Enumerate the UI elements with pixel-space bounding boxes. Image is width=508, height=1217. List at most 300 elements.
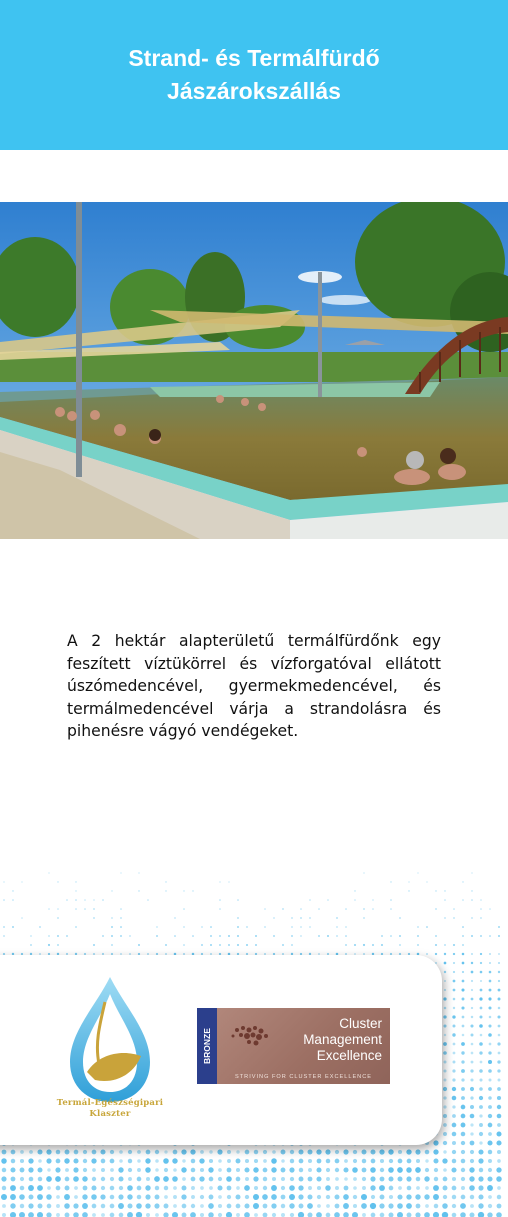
halftone-dot: [92, 1150, 97, 1155]
halftone-dot: [164, 1150, 167, 1153]
badge-line-1: Cluster: [339, 1016, 382, 1031]
halftone-dot: [110, 1195, 115, 1200]
halftone-dot: [461, 1123, 466, 1128]
halftone-dot: [101, 1168, 105, 1172]
halftone-dot: [480, 971, 483, 974]
halftone-dot: [343, 1203, 349, 1209]
halftone-dot: [461, 1087, 465, 1091]
halftone-dot: [2, 1204, 6, 1208]
halftone-dot: [444, 962, 447, 965]
halftone-dot: [498, 935, 500, 937]
halftone-dot: [172, 1212, 178, 1217]
halftone-dot: [497, 1015, 500, 1018]
halftone-dot: [471, 953, 473, 955]
halftone-dot: [426, 881, 427, 882]
halftone-dot: [362, 1186, 366, 1190]
halftone-dot: [479, 1069, 483, 1073]
halftone-dot: [343, 1194, 349, 1200]
halftone-dot: [172, 1158, 177, 1163]
halftone-dot: [218, 1159, 222, 1163]
halftone-dot: [470, 1087, 474, 1091]
halftone-dot: [489, 971, 492, 974]
halftone-dot: [182, 1159, 185, 1162]
halftone-dot: [498, 926, 500, 928]
halftone-dot: [389, 1159, 393, 1163]
halftone-dot: [2, 1213, 6, 1217]
halftone-dot: [118, 1203, 124, 1209]
halftone-dot: [443, 1141, 447, 1145]
halftone-dot: [165, 944, 167, 946]
halftone-dot: [282, 944, 284, 946]
halftone-dot: [497, 1186, 501, 1190]
halftone-dot: [469, 1176, 474, 1181]
halftone-dot: [388, 1149, 393, 1154]
halftone-dot: [92, 1213, 96, 1217]
halftone-dot: [155, 1159, 159, 1163]
halftone-dot: [443, 1150, 446, 1153]
halftone-dot: [253, 1203, 259, 1209]
halftone-dot: [443, 997, 446, 1000]
halftone-dot: [452, 1159, 457, 1164]
halftone-dot: [39, 926, 41, 928]
halftone-dot: [119, 1150, 123, 1154]
halftone-dot: [444, 971, 446, 973]
halftone-dot: [498, 980, 500, 982]
halftone-dot: [497, 1105, 501, 1109]
halftone-dot: [497, 1069, 500, 1072]
halftone-dot: [137, 1159, 141, 1163]
halftone-dot: [470, 1159, 474, 1163]
halftone-dot: [128, 1168, 132, 1172]
halftone-dot: [298, 1212, 304, 1217]
halftone-dot: [479, 1141, 482, 1144]
halftone-dot: [469, 1167, 474, 1172]
halftone-dot: [263, 1204, 268, 1209]
halftone-dot: [227, 1168, 232, 1173]
halftone-dot: [227, 1159, 231, 1163]
halftone-dot: [480, 1061, 483, 1064]
halftone-dot: [28, 1167, 33, 1172]
halftone-dot: [470, 1123, 473, 1126]
halftone-dot: [442, 1203, 448, 1209]
halftone-dot: [309, 899, 311, 901]
halftone-dot: [398, 1150, 402, 1154]
halftone-dot: [497, 1096, 501, 1100]
halftone-dot: [380, 1177, 385, 1182]
halftone-dot: [12, 926, 14, 928]
halftone-dot: [236, 1168, 240, 1172]
halftone-dot: [343, 1149, 348, 1154]
halftone-dot: [236, 1204, 241, 1209]
halftone-dot: [200, 1195, 204, 1199]
halftone-dot: [461, 1105, 466, 1110]
halftone-dot: [236, 1159, 241, 1164]
halftone-dot: [461, 1132, 466, 1137]
pool-photo: [0, 202, 508, 539]
halftone-dot: [416, 1177, 421, 1182]
halftone-dot: [453, 944, 455, 946]
halftone-dot: [65, 1186, 70, 1191]
halftone-dot: [471, 1061, 474, 1064]
halftone-dot: [209, 1159, 213, 1163]
halftone-dot: [461, 1168, 465, 1172]
halftone-dot: [453, 980, 456, 983]
halftone-dot: [111, 944, 113, 946]
halftone-dot: [425, 1159, 428, 1162]
halftone-dot: [425, 1150, 430, 1155]
halftone-dot: [20, 1177, 24, 1181]
halftone-dot: [74, 1150, 79, 1155]
halftone-dot: [317, 1204, 321, 1208]
halftone-dot: [478, 1194, 483, 1199]
cluster-excellence-badge: [197, 1008, 390, 1084]
halftone-dot: [272, 1150, 276, 1154]
halftone-dot: [190, 1149, 195, 1154]
halftone-dot: [461, 1042, 465, 1046]
halftone-dot: [426, 953, 428, 955]
halftone-dot: [372, 908, 374, 910]
halftone-dot: [479, 1132, 483, 1136]
halftone-dot: [181, 1167, 186, 1172]
halftone-dot: [291, 926, 293, 928]
halftone-dot: [56, 1150, 61, 1155]
halftone-dot: [362, 1177, 366, 1181]
halftone-dot: [156, 935, 158, 937]
halftone-dot: [443, 1069, 446, 1072]
halftone-dot: [201, 926, 203, 928]
halftone-dot: [209, 1177, 214, 1182]
halftone-dot: [228, 935, 230, 937]
halftone-dot: [406, 1149, 411, 1154]
halftone-dot: [489, 1043, 492, 1046]
halftone-dot: [380, 1159, 384, 1163]
halftone-dot: [435, 944, 437, 946]
halftone-dot: [48, 872, 49, 873]
halftone-dot: [57, 944, 59, 946]
halftone-dot: [426, 926, 428, 928]
halftone-dot: [165, 890, 166, 891]
halftone-dot: [290, 1213, 294, 1217]
halftone-dot: [165, 881, 166, 882]
halftone-dot: [325, 1149, 330, 1154]
halftone-dot: [47, 1186, 51, 1190]
halftone-dot: [388, 1167, 394, 1173]
halftone-dot: [479, 1042, 483, 1046]
halftone-dot: [479, 997, 482, 1000]
halftone-dot: [83, 1159, 87, 1163]
halftone-dot: [146, 1213, 150, 1217]
halftone-dot: [354, 944, 356, 946]
halftone-dot: [451, 1167, 456, 1172]
halftone-dot: [281, 1186, 285, 1190]
halftone-dot: [46, 1212, 51, 1217]
halftone-dot: [57, 935, 59, 937]
halftone-dot: [407, 1186, 412, 1191]
halftone-dot: [73, 1167, 78, 1172]
halftone-dot: [128, 1150, 132, 1154]
halftone-dot: [417, 926, 419, 928]
halftone-dot: [192, 890, 193, 891]
halftone-dot: [10, 1212, 16, 1217]
halftone-dot: [3, 935, 5, 937]
halftone-dot: [173, 1204, 177, 1208]
halftone-dot: [478, 1149, 483, 1154]
halftone-dot: [416, 1159, 420, 1163]
halftone-dot: [471, 962, 473, 964]
halftone-dot: [433, 1212, 439, 1217]
halftone-dot: [48, 935, 50, 937]
halftone-dot: [345, 935, 347, 937]
halftone-dot: [488, 1105, 492, 1109]
halftone-dot: [300, 926, 302, 928]
halftone-dot: [389, 1186, 394, 1191]
halftone-dot: [219, 944, 221, 946]
halftone-dot: [390, 935, 392, 937]
halftone-dot: [210, 944, 212, 946]
halftone-dot: [335, 1168, 339, 1172]
halftone-dot: [64, 1194, 70, 1200]
halftone-dot: [416, 1204, 421, 1209]
halftone-dot: [291, 935, 293, 937]
halftone-dot: [309, 926, 311, 928]
halftone-dot: [91, 1158, 96, 1163]
halftone-dot: [443, 1168, 447, 1172]
halftone-dot: [137, 1168, 141, 1172]
halftone-dot: [218, 1195, 222, 1199]
halftone-dot: [110, 1213, 115, 1217]
halftone-dot: [461, 1078, 464, 1081]
badge-line-3: Excellence: [316, 1048, 382, 1063]
halftone-dot: [390, 881, 391, 882]
halftone-dot: [65, 1177, 70, 1182]
halftone-dot: [219, 935, 221, 937]
halftone-dot: [443, 1096, 446, 1099]
halftone-dot: [462, 944, 464, 946]
halftone-dot: [218, 1168, 222, 1172]
halftone-dot: [263, 1168, 268, 1173]
halftone-dot: [488, 1006, 491, 1009]
halftone-dot: [370, 1203, 376, 1209]
halftone-dot: [415, 1194, 420, 1199]
halftone-dot: [470, 1105, 474, 1109]
halftone-dot: [2, 1168, 6, 1172]
halftone-dot: [137, 1195, 142, 1200]
halftone-dot: [110, 1159, 115, 1164]
halftone-dot: [397, 1176, 402, 1181]
halftone-dot: [82, 1176, 87, 1181]
halftone-dot: [343, 1167, 348, 1172]
halftone-dot: [488, 1195, 492, 1199]
halftone-dot: [388, 1176, 393, 1181]
halftone-dot: [201, 944, 203, 946]
halftone-dot: [183, 926, 185, 928]
halftone-dot: [478, 1176, 483, 1181]
halftone-dot: [298, 1185, 303, 1190]
halftone-dot: [479, 1123, 483, 1127]
halftone-dot: [452, 1033, 455, 1036]
halftone-dot: [443, 1105, 446, 1108]
halftone-dot: [100, 1194, 105, 1199]
halftone-dot: [191, 1177, 196, 1182]
halftone-dot: [218, 1213, 222, 1217]
halftone-dot: [192, 935, 194, 937]
halftone-dot: [478, 1158, 483, 1163]
halftone-dot: [488, 1204, 492, 1208]
halftone-dot: [200, 1150, 204, 1154]
halftone-dot: [110, 1204, 115, 1209]
halftone-dot: [335, 1195, 340, 1200]
halftone-dot: [424, 1212, 430, 1217]
halftone-dot: [461, 1177, 465, 1181]
halftone-dot: [56, 1195, 60, 1199]
halftone-dot: [272, 1213, 276, 1217]
halftone-dot: [470, 1069, 473, 1072]
halftone-dot: [46, 1158, 51, 1163]
halftone-dot: [75, 926, 77, 928]
halftone-dot: [183, 890, 184, 891]
halftone-dot: [20, 1159, 24, 1163]
halftone-dot: [56, 1186, 61, 1191]
halftone-dot: [219, 899, 221, 901]
halftone-dot: [155, 1150, 159, 1154]
halftone-dot: [326, 1168, 330, 1172]
halftone-dot: [46, 1149, 51, 1154]
halftone-dot: [415, 1212, 420, 1217]
halftone-dot: [453, 1061, 456, 1064]
halftone-dot: [19, 1212, 25, 1217]
halftone-dot: [2, 1186, 6, 1190]
halftone-dot: [388, 1203, 393, 1208]
halftone-dot: [217, 1149, 222, 1154]
halftone-dot: [65, 1213, 70, 1217]
halftone-dot: [460, 1212, 466, 1217]
halftone-dot: [263, 1213, 268, 1217]
halftone-dot: [335, 1186, 339, 1190]
halftone-dot: [462, 1034, 465, 1037]
halftone-dot: [354, 899, 356, 901]
halftone-dot: [199, 1158, 204, 1163]
halftone-dot: [318, 908, 320, 910]
halftone-dot: [335, 1177, 339, 1181]
halftone-dot: [281, 1195, 286, 1200]
halftone-dot: [199, 1176, 204, 1181]
halftone-dot: [281, 1168, 286, 1173]
halftone-dot: [64, 1203, 70, 1209]
halftone-dot: [110, 1177, 114, 1181]
halftone-dot: [226, 1176, 232, 1182]
halftone-dot: [471, 1034, 474, 1037]
halftone-dot: [453, 917, 455, 919]
halftone-dot: [372, 944, 374, 946]
halftone-dot: [389, 1195, 393, 1199]
halftone-dot: [289, 1185, 295, 1191]
halftone-dot: [91, 1185, 96, 1190]
halftone-dot: [138, 944, 140, 946]
halftone-dot: [289, 1167, 294, 1172]
halftone-dot: [497, 1060, 500, 1063]
halftone-dot: [344, 1177, 348, 1181]
halftone-dot: [479, 1051, 482, 1054]
halftone-dot: [237, 926, 239, 928]
halftone-dot: [335, 1204, 340, 1209]
halftone-dot: [453, 998, 456, 1001]
halftone-dot: [471, 899, 473, 901]
halftone-dot: [145, 1194, 150, 1199]
halftone-dot: [434, 1177, 438, 1181]
halftone-dot: [498, 1079, 501, 1082]
halftone-dot: [487, 1140, 492, 1145]
halftone-dot: [227, 1195, 231, 1199]
halftone-dot: [435, 935, 437, 937]
halftone-dot: [173, 1195, 177, 1199]
halftone-dot: [397, 1203, 403, 1209]
halftone-dot: [461, 1069, 465, 1073]
halftone-dot: [191, 1186, 195, 1190]
halftone-dot: [471, 971, 474, 974]
halftone-dot: [453, 962, 455, 964]
halftone-dot: [244, 1203, 249, 1208]
halftone-dot: [462, 980, 465, 983]
halftone-dot: [480, 1007, 483, 1010]
halftone-dot: [110, 1168, 114, 1172]
halftone-dot: [262, 1194, 268, 1200]
halftone-dot: [425, 1186, 429, 1190]
halftone-dot: [498, 1034, 501, 1037]
halftone-dot: [137, 1177, 142, 1182]
halftone-dot: [398, 1186, 402, 1190]
halftone-dot: [11, 1159, 15, 1163]
halftone-dot: [191, 1168, 196, 1173]
halftone-dot: [379, 1185, 385, 1191]
halftone-dot: [263, 1177, 267, 1181]
halftone-dot: [209, 1150, 212, 1153]
halftone-dot: [110, 1150, 114, 1154]
halftone-dot: [111, 917, 113, 919]
halftone-dot: [488, 1150, 492, 1154]
halftone-dot: [452, 1114, 456, 1118]
halftone-dot: [127, 1203, 132, 1208]
halftone-dot: [172, 1176, 178, 1182]
halftone-dot: [462, 1016, 465, 1019]
halftone-dot: [471, 1007, 473, 1009]
halftone-dot: [65, 1150, 70, 1155]
halftone-dot: [273, 917, 275, 919]
description-text: A 2 hektár alapterületű termálfürdőnk egy feszített víztükörrel és vízforgatóval ellátott úszómedencével, gyermekmedencével, és termálmedencével várja a strandolásra és pihenésre vágyó vendégeket.: [67, 632, 441, 741]
halftone-dot: [237, 899, 239, 901]
halftone-dot: [136, 1203, 142, 1209]
halftone-dot: [461, 1051, 464, 1054]
halftone-dot: [435, 953, 437, 955]
halftone-dot: [255, 935, 257, 937]
halftone-dot: [271, 1158, 277, 1164]
halftone-dot: [379, 1203, 384, 1208]
halftone-dot: [83, 1168, 87, 1172]
halftone-dot: [271, 1203, 276, 1208]
halftone-dot: [145, 1167, 151, 1173]
halftone-dot: [228, 881, 229, 882]
halftone-dot: [461, 1141, 465, 1145]
halftone-dot: [182, 1213, 187, 1217]
halftone-dot: [496, 1140, 501, 1145]
halftone-dot: [200, 1186, 204, 1190]
halftone-dot: [489, 908, 491, 910]
halftone-dot: [444, 989, 446, 991]
halftone-dot: [120, 935, 122, 937]
halftone-dot: [488, 1033, 492, 1037]
halftone-dot: [480, 935, 482, 937]
halftone-dot: [362, 1159, 367, 1164]
halftone-dot: [452, 1015, 455, 1018]
